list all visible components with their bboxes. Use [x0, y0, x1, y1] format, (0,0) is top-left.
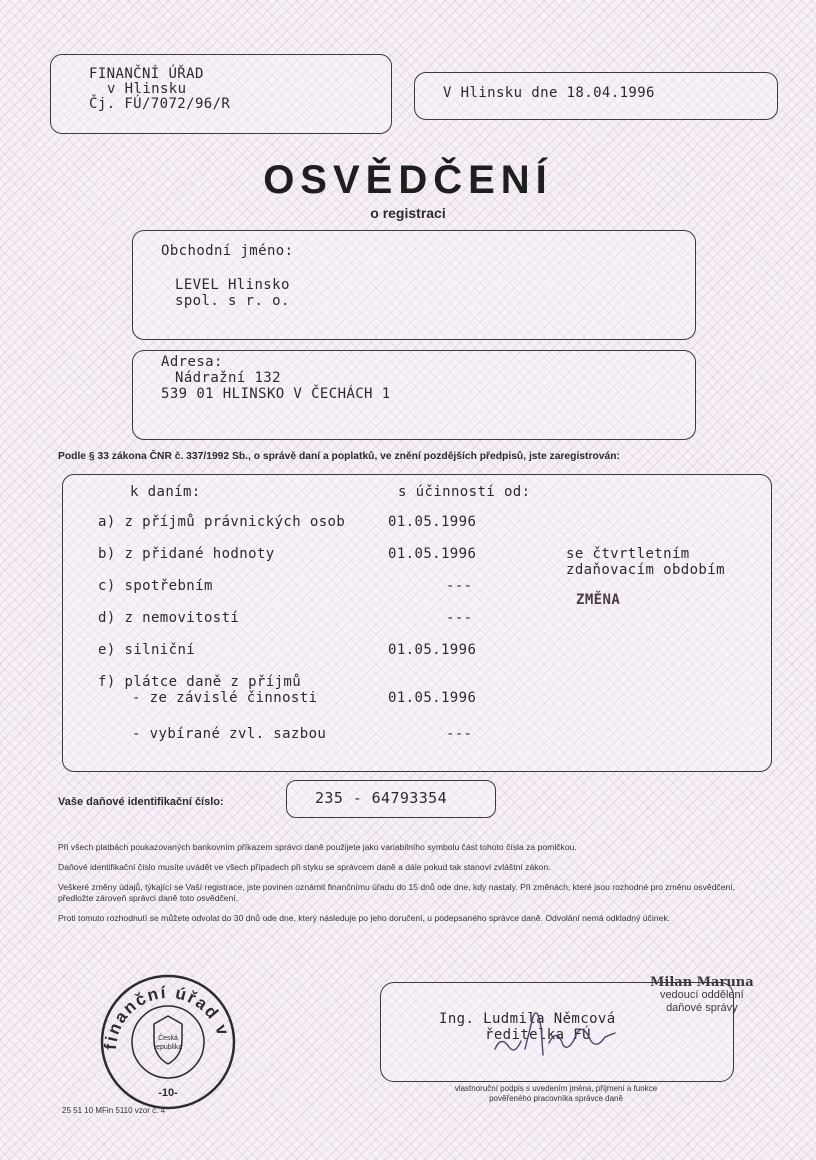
office-name: FINANČNÍ ÚŘAD — [89, 66, 204, 82]
info-paragraphs — [58, 842, 770, 924]
reference-number: Čj. FÚ/7072/96/R — [89, 96, 231, 112]
taxes-header-right: s účinností od: — [398, 484, 531, 500]
stamp-line-2: daňové správy — [666, 1002, 738, 1014]
signature-caption-1: vlastnoruční podpis s uvedením jména, příjmení a funkce — [454, 1084, 658, 1093]
address-label: Adresa: — [161, 354, 223, 370]
tax-row-f-special-rate — [98, 726, 748, 744]
seal-number: -10- — [158, 1087, 178, 1099]
signature-caption — [380, 1084, 732, 1104]
tax-row-date: --- — [446, 578, 473, 594]
tax-row-label: - ze závislé činnosti — [132, 690, 318, 706]
page-subtitle: o registraci — [370, 205, 446, 221]
address-street: Nádražní 132 — [175, 370, 281, 386]
official-seal — [98, 972, 238, 1112]
tax-row-date: --- — [446, 726, 473, 742]
handwritten-signature — [491, 997, 621, 1057]
dic-label: Vaše daňové identifikační číslo: — [58, 796, 224, 808]
tax-row-f-dependent — [98, 690, 748, 708]
tax-row-d — [98, 610, 748, 628]
info-paragraph: Při všech platbách poukazovaných bankovním příkazem správci daně použijete jako variabilního symbolu část tohoto čísla za pomlčkou. — [58, 842, 577, 852]
vat-period-note-2: zdaňovacím obdobím — [566, 562, 725, 578]
info-paragraph: Daňové identifikační číslo musíte uvádět ve všech případech při styku se správcem daně a dále pokud tak stanoví zvláštní zákon. — [58, 862, 551, 872]
page-title: OSVĚDČENÍ — [263, 158, 553, 202]
tax-row-label: d) z nemovitostí — [98, 610, 240, 626]
change-stamp: ZMĚNA — [576, 592, 621, 608]
signatory-name: Ing. Ludmila Němcová — [439, 1011, 616, 1027]
dic-value: 235 - 64793354 — [315, 789, 448, 807]
taxes-header-left: k daním: — [130, 484, 201, 500]
vat-period-note-1: se čtvrtletním — [566, 546, 690, 562]
date-box — [414, 72, 778, 120]
business-name-line1: LEVEL Hlinsko — [175, 277, 290, 293]
business-name-line2: spol. s r. o. — [175, 293, 290, 309]
department-stamp — [650, 976, 754, 1015]
tax-row-label: f) plátce daně z příjmů — [98, 674, 302, 690]
stamp-name: Milan Maruna — [650, 975, 754, 990]
tax-row-label: a) z příjmů právnických osob — [98, 514, 346, 530]
tax-row-label: e) silniční — [98, 642, 196, 658]
office-box — [50, 54, 392, 134]
legal-basis-text: Podle § 33 zákona ČNR č. 337/1992 Sb., o správě daní a poplatků, ve znění pozdějších předpisů, jste zaregistrován: — [58, 451, 620, 462]
tax-row-a — [98, 514, 748, 532]
office-city: v Hlinsku — [107, 81, 187, 97]
seal-center-1: Česká — [158, 1035, 178, 1042]
signature-caption-2: pověřeného pracovníka správce daně — [489, 1094, 623, 1103]
office-block — [89, 67, 230, 112]
tax-row-e — [98, 642, 748, 660]
seal-graphic — [98, 972, 238, 1112]
tax-row-date: 01.05.1996 — [388, 546, 477, 562]
tax-row-date: 01.05.1996 — [388, 642, 477, 658]
dic-box — [286, 780, 496, 818]
tax-row-label: - vybírané zvl. sazbou — [132, 726, 327, 742]
tax-row-c — [98, 578, 748, 596]
business-name-label: Obchodní jméno: — [161, 243, 294, 259]
stamp-line-1: vedoucí oddělení — [659, 989, 744, 1001]
form-code: 25 51 10 MFin 5110 vzor č. 4 — [62, 1106, 166, 1115]
signatory-role: ředitelka FÚ — [485, 1027, 591, 1043]
info-paragraph: Veškeré změny údajů, týkající se Vaší registrace, jste povinen oznámit finančnímu úřadu do 15 dnů ode dne, kdy nastaly. Při změnách, které jsou rozhodné pro změnu osvědčení, předložte zároveň správci daně toto osvědčení. — [58, 882, 736, 903]
tax-row-label: c) spotřebním — [98, 578, 213, 594]
address-city: 539 01 HLINSKO V ČECHÁCH 1 — [161, 386, 391, 402]
seal-center-2: republika — [153, 1044, 183, 1051]
info-paragraph: Proti tomuto rozhodnutí se můžete odvolat do 30 dnů ode dne, který následuje po jeho doručení, u podepsaného správce daně. Odvolání nemá odkladný účinek. — [58, 913, 670, 923]
tax-row-date: --- — [446, 610, 473, 626]
tax-row-label: b) z přidané hodnoty — [98, 546, 275, 562]
issue-date: V Hlinsku dne 18.04.1996 — [443, 85, 655, 101]
tax-row-date: 01.05.1996 — [388, 514, 477, 530]
seal-ring-text: finanční úřad v — [100, 982, 234, 1051]
business-name-box — [132, 230, 696, 340]
address-box — [132, 350, 696, 440]
tax-row-date: 01.05.1996 — [388, 690, 477, 706]
